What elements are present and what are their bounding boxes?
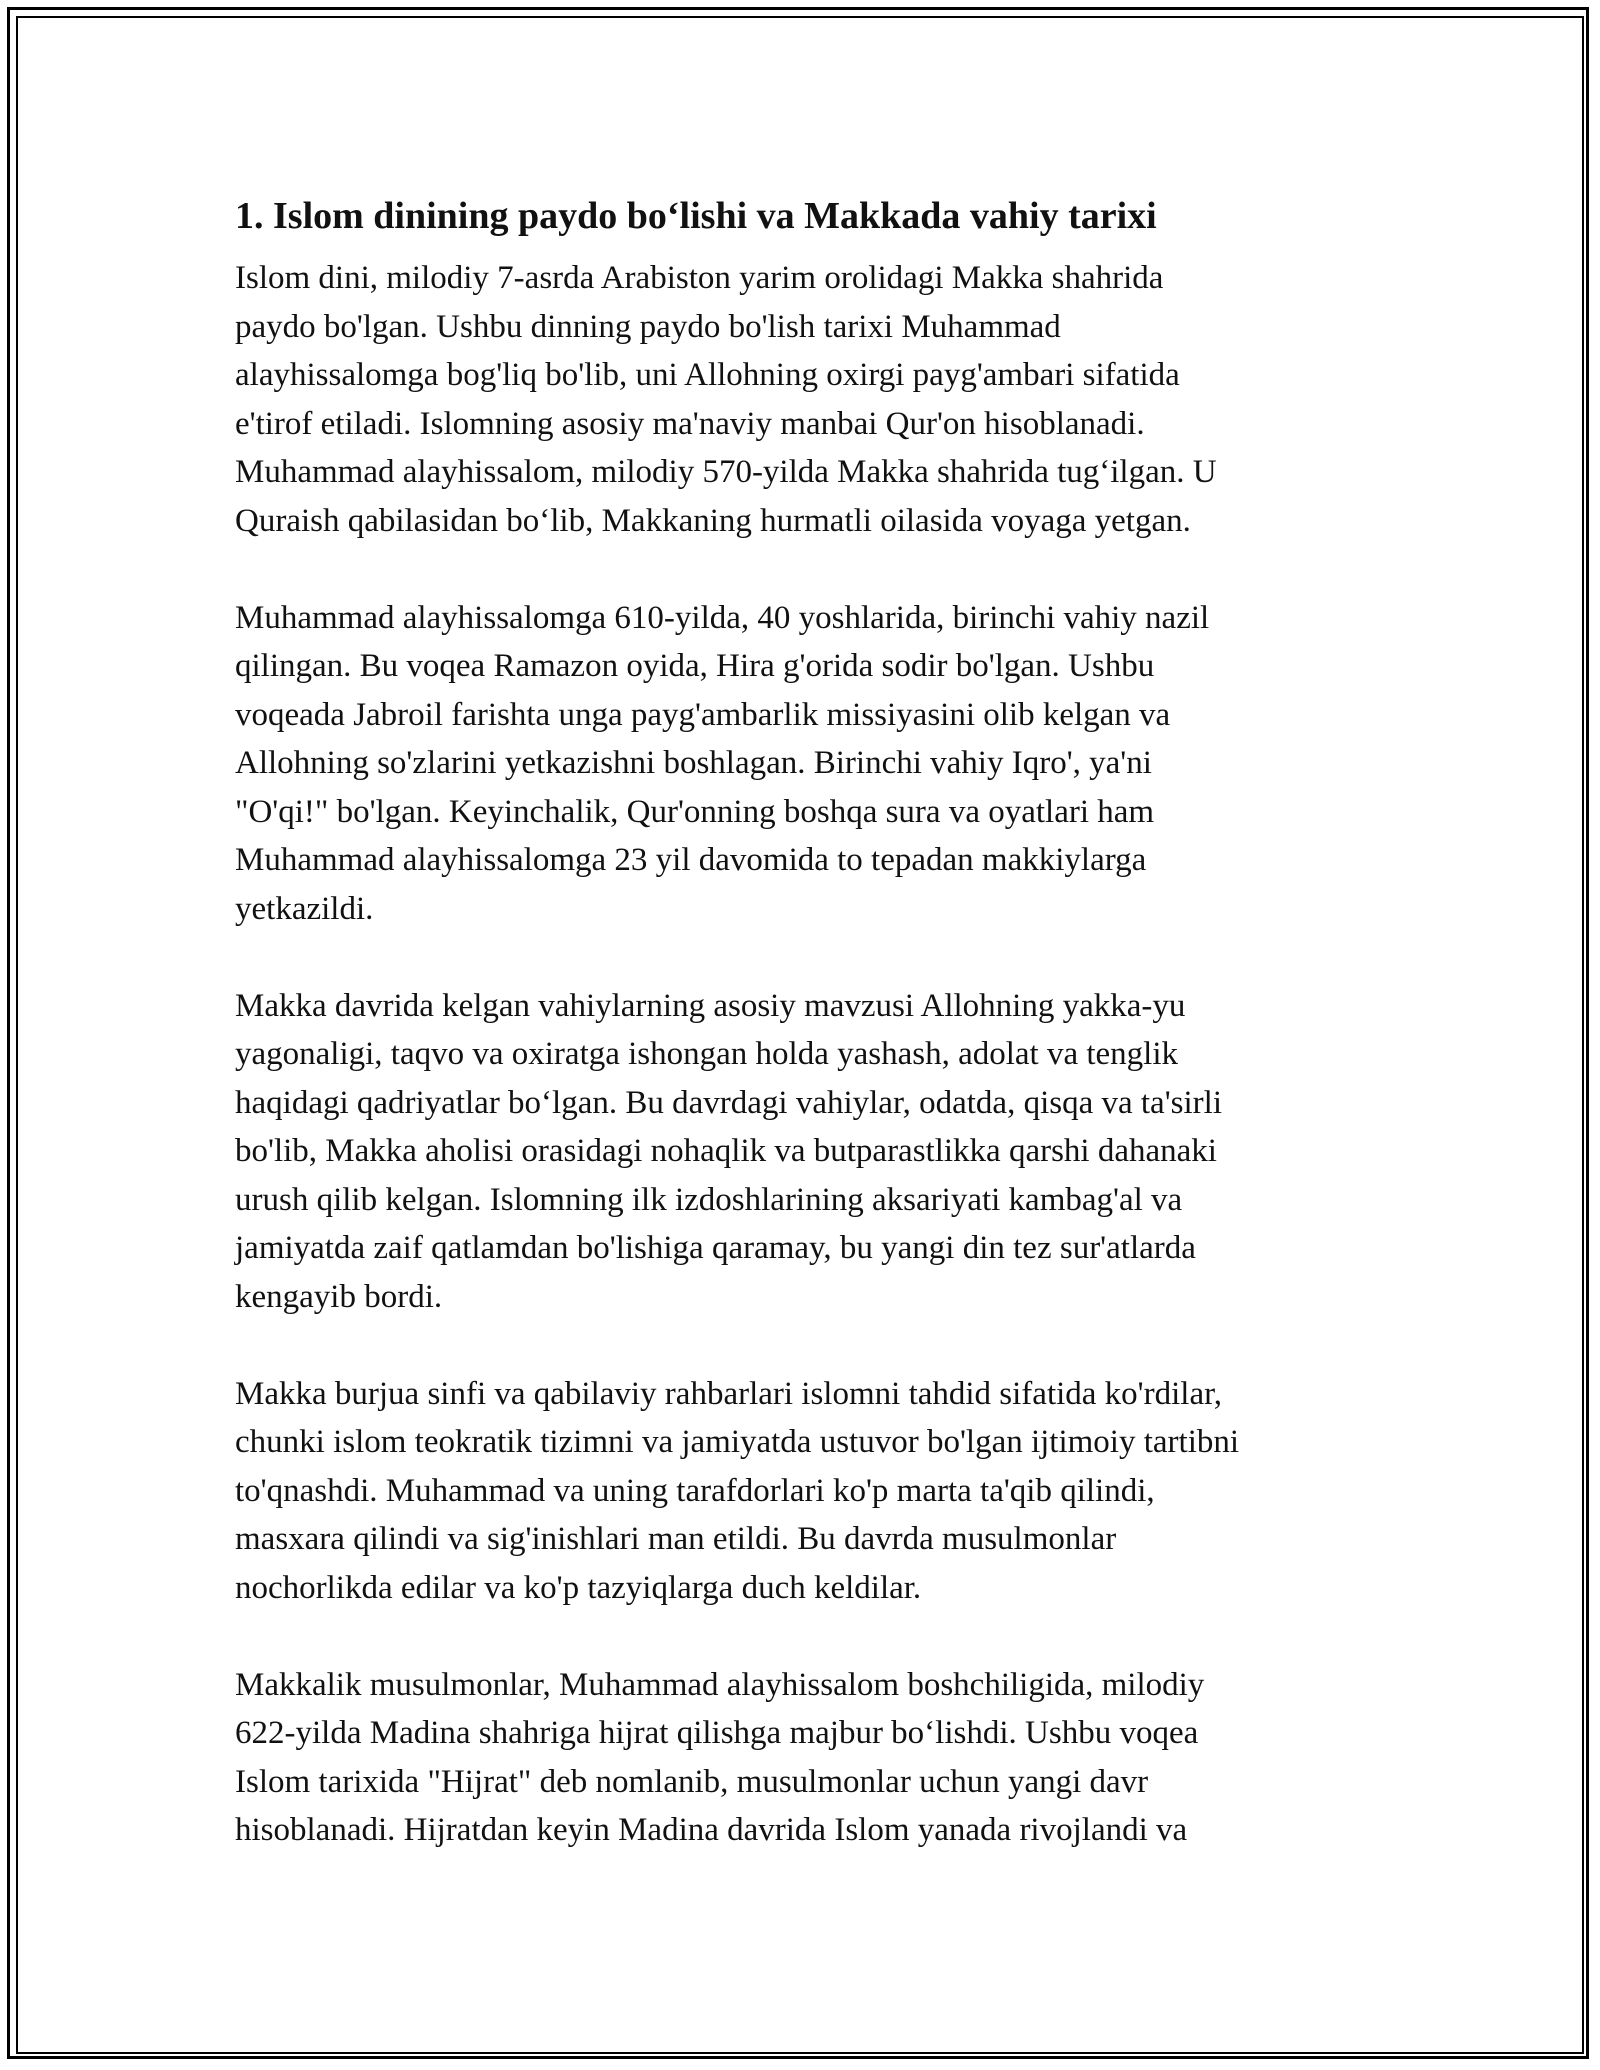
text-line: Muhammad alayhissalomga 23 yil davomida to tepadan makkiylarga: [235, 842, 1147, 878]
text-line: alayhissalomga bog'liq bo'lib, uni Allohning oxirgi payg'ambari sifatida: [235, 357, 1180, 393]
text-line: to'qnashdi. Muhammad va uning tarafdorlari ko'p marta ta'qib qilindi,: [235, 1472, 1155, 1509]
text-line: Makka davrida kelgan vahiylarning asosiy mavzusi Allohning yakka-yu: [235, 987, 1186, 1024]
text-line: kengayib bordi.: [235, 1278, 443, 1315]
text-line: yetkazildi.: [235, 890, 374, 927]
text-line: Makka burjua sinfi va qabilaviy rahbarlari islomni tahdid sifatida ko'rdilar,: [235, 1375, 1223, 1412]
text-line: 622-yilda Madina shahriga hijrat qilishga majbur bo‘lishdi. Ushbu voqea: [235, 1715, 1199, 1751]
document-body: [235, 186, 1375, 1903]
text-line: qilingan. Bu voqea Ramazon oyida, Hira g'orida sodir bo'lgan. Ushbu: [235, 648, 1155, 684]
text-line: bo'lib, Makka aholisi orasidagi nohaqlik va butparastlikka qarshi dahanaki: [235, 1133, 1217, 1169]
text-line: Quraish qabilasidan bo‘lib, Makkaning hurmatli oilasida voyaga yetgan.: [235, 502, 1191, 539]
text-line: paydo bo'lgan. Ushbu dinning paydo bo'lish tarixi Muhammad: [235, 308, 1061, 345]
text-line: voqeada Jabroil farishta unga payg'ambarlik missiyasini olib kelgan va: [235, 696, 1171, 733]
paragraph-3: [235, 982, 1375, 1322]
text-line: Makkalik musulmonlar, Muhammad alayhissalom boshchiligida, milodiy: [235, 1666, 1205, 1703]
text-line: Muhammad alayhissalomga 610-yilda, 40 yoshlarida, birinchi vahiy nazil: [235, 599, 1210, 636]
paragraph-1: [235, 254, 1375, 545]
text-line: jamiyatda zaif qatlamdan bo'lishiga qaramay, bu yangi din tez sur'atlarda: [235, 1230, 1196, 1266]
paragraph-4: [235, 1370, 1375, 1613]
text-line: Muhammad alayhissalom, milodiy 570-yilda Makka shahrida tug‘ilgan. U: [235, 454, 1217, 490]
text-line: Islom tarixida "Hijrat" deb nomlanib, musulmonlar uchun yangi davr: [235, 1763, 1149, 1800]
text-line: yagonaligi, taqvo va oxiratga ishongan holda yashash, adolat va tenglik: [235, 1036, 1179, 1072]
text-line: chunki islom teokratik tizimni va jamiyatda ustuvor bo'lgan ijtimoiy tartibni: [235, 1424, 1240, 1460]
paragraph-2: [235, 594, 1375, 934]
text-line: masxara qilindi va sig'inishlari man etildi. Bu davrda musulmonlar: [235, 1521, 1117, 1557]
text-line: e'tirof etiladi. Islomning asosiy ma'naviy manbai Qur'on hisoblanadi.: [235, 405, 1145, 442]
paragraph-5: [235, 1661, 1375, 1855]
text-line: urush qilib kelgan. Islomning ilk izdoshlarining aksariyati kambag'al va: [235, 1181, 1183, 1218]
text-line: Islom dini, milodiy 7-asrda Arabiston yarim orolidagi Makka shahrida: [235, 260, 1164, 296]
section-heading: 1. Islom dinining paydo bo‘lishi va Makkada vahiy tarixi: [235, 195, 1157, 237]
text-line: haqidagi qadriyatlar bo‘lgan. Bu davrdagi vahiylar, odatda, qisqa va ta'sirli: [235, 1084, 1222, 1121]
text-line: Allohning so'zlarini yetkazishni boshlagan. Birinchi vahiy Iqro', ya'ni: [235, 745, 1152, 781]
text-line: "O'qi!" bo'lgan. Keyinchalik, Qur'onning boshqa sura va oyatlari ham: [235, 793, 1155, 830]
text-line: nochorlikda edilar va ko'p tazyiqlarga duch keldilar.: [235, 1569, 922, 1606]
text-line: hisoblanadi. Hijratdan keyin Madina davrida Islom yanada rivojlandi va: [235, 1812, 1188, 1848]
